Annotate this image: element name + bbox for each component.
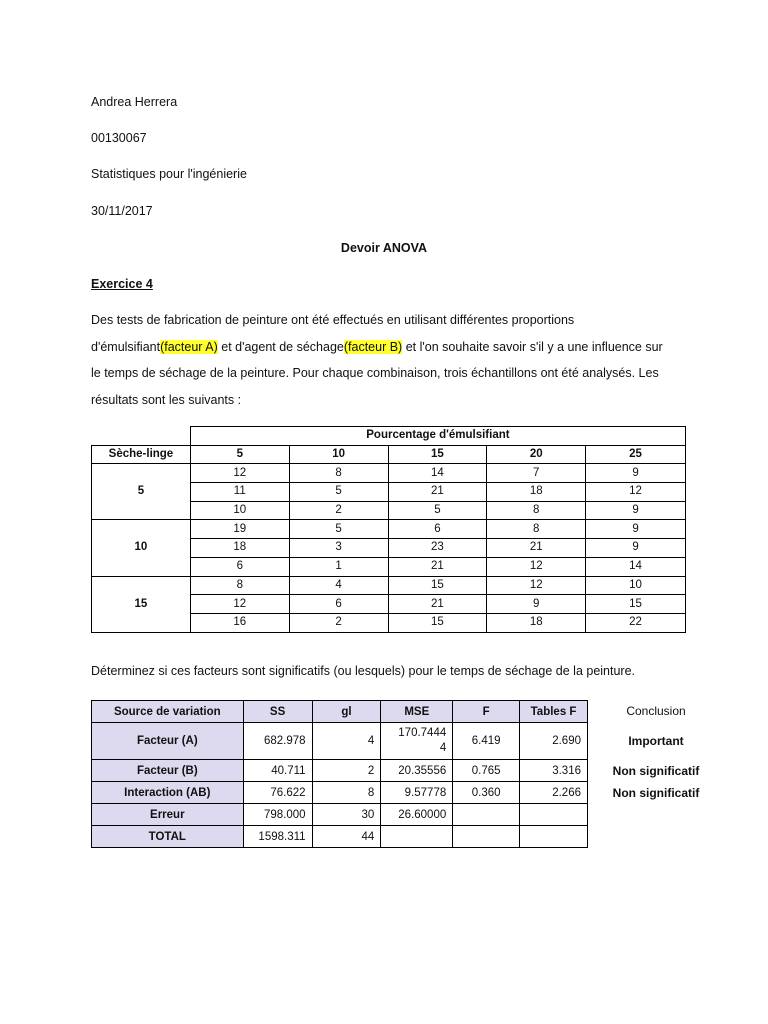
anova-header: gl: [312, 701, 381, 723]
column-header: 20: [487, 445, 586, 464]
table-row: [92, 804, 588, 826]
table-cell: 18: [487, 483, 586, 502]
table-row: [92, 782, 588, 804]
gl-value: 4: [312, 723, 381, 760]
table-cell: 10: [190, 501, 289, 520]
table-corner: [92, 427, 191, 446]
conclusion-header: Conclusion: [626, 704, 686, 718]
table-cell: 7: [487, 464, 586, 483]
table-cell: 2: [289, 613, 388, 632]
column-header: 25: [586, 445, 686, 464]
mse-value-part: 4: [439, 742, 447, 754]
table-cell: 14: [586, 557, 686, 576]
table-cell: 18: [487, 613, 586, 632]
table-cell: 1: [289, 557, 388, 576]
gl-value: 44: [312, 826, 381, 848]
ss-value: 76.622: [243, 782, 312, 804]
table-cell: 16: [190, 613, 289, 632]
table-cell: 15: [586, 595, 686, 614]
table-cell: 5: [388, 501, 487, 520]
gl-value: 30: [312, 804, 381, 826]
anova-header: Tables F: [520, 701, 588, 723]
table-cell: 21: [487, 539, 586, 558]
mse-value-part: 170.7444: [398, 727, 447, 739]
anova-header: MSE: [381, 701, 453, 723]
table-cell: 10: [586, 576, 686, 595]
ss-value: 798.000: [243, 804, 312, 826]
column-header: 10: [289, 445, 388, 464]
table-row: [92, 464, 686, 483]
table-cell: 12: [586, 483, 686, 502]
tables-f-value: [520, 826, 588, 848]
tables-f-value: 3.316: [520, 760, 588, 782]
table-cell: 21: [388, 595, 487, 614]
table-cell: 12: [487, 576, 586, 595]
mse-value: 20.35556: [381, 760, 453, 782]
mse-value: 9.57778: [381, 782, 453, 804]
column-header: 15: [388, 445, 487, 464]
table-cell: 23: [388, 539, 487, 558]
conclusion-value: Important: [628, 734, 684, 748]
row-header: Sèche-linge: [92, 445, 191, 464]
anova-header: SS: [243, 701, 312, 723]
super-header: Pourcentage d'émulsifiant: [190, 427, 685, 446]
intro-line-1: Des tests de fabrication de peinture ont été effectués en utilisant différentes proportions: [91, 313, 575, 327]
intro-line-2: [91, 334, 691, 361]
table-cell: 12: [487, 557, 586, 576]
table-row: [92, 760, 588, 782]
table-cell: 9: [586, 464, 686, 483]
table-cell: 4: [289, 576, 388, 595]
source-label: Erreur: [92, 804, 244, 826]
table-cell: 21: [388, 557, 487, 576]
exercise-heading: Exercice 4: [91, 277, 153, 291]
f-value: [453, 826, 520, 848]
table-cell: 15: [388, 613, 487, 632]
table-cell: 21: [388, 483, 487, 502]
group-label: 5: [92, 464, 191, 520]
document-title: Devoir ANOVA: [340, 241, 428, 255]
group-label: 10: [92, 520, 191, 576]
table-cell: 19: [190, 520, 289, 539]
table-cell: 9: [487, 595, 586, 614]
table-cell: 8: [487, 501, 586, 520]
table-cell: 5: [289, 483, 388, 502]
intro-text: et d'agent de séchage: [217, 339, 344, 354]
course-name: Statistiques pour l'ingénierie: [91, 167, 247, 181]
gl-value: 8: [312, 782, 381, 804]
source-label: Facteur (A): [92, 723, 244, 760]
table-cell: 9: [586, 539, 686, 558]
intro-line-3: le temps de séchage de la peinture. Pour chaque combinaison, trois échantillons ont été analysés. Les: [91, 366, 659, 380]
mse-value: [381, 826, 453, 848]
table-cell: 6: [190, 557, 289, 576]
gl-value: 2: [312, 760, 381, 782]
table-cell: 12: [190, 464, 289, 483]
intro-text: et l'on souhaite savoir s'il y a une influence sur: [402, 339, 663, 354]
highlight-factor-a: (facteur A): [160, 339, 218, 354]
anova-table: [91, 700, 588, 848]
table-cell: 9: [586, 501, 686, 520]
student-id: 00130067: [91, 131, 147, 145]
tables-f-value: 2.690: [520, 723, 588, 760]
tables-f-value: 2.266: [520, 782, 588, 804]
student-name: Andrea Herrera: [91, 95, 178, 109]
tables-f-value: [520, 804, 588, 826]
table-cell: 8: [190, 576, 289, 595]
table-cell: 12: [190, 595, 289, 614]
f-value: [453, 804, 520, 826]
f-value: 6.419: [453, 723, 520, 760]
ss-value: 40.711: [243, 760, 312, 782]
table-cell: 22: [586, 613, 686, 632]
ss-value: 682.978: [243, 723, 312, 760]
table-cell: 8: [487, 520, 586, 539]
f-value: 0.765: [453, 760, 520, 782]
ss-value: 1598.311: [243, 826, 312, 848]
table-cell: 2: [289, 501, 388, 520]
source-label: Interaction (AB): [92, 782, 244, 804]
table-cell: 9: [586, 520, 686, 539]
intro-paragraph: [91, 307, 691, 413]
group-label: 15: [92, 576, 191, 632]
data-table: [91, 426, 686, 633]
table-cell: 6: [388, 520, 487, 539]
table-cell: 3: [289, 539, 388, 558]
anova-header: F: [453, 701, 520, 723]
mse-value: [381, 723, 453, 760]
anova-header: Source de variation: [92, 701, 244, 723]
f-value: 0.360: [453, 782, 520, 804]
conclusion-value: Non significatif: [612, 786, 700, 800]
table-row: [92, 723, 588, 760]
conclusion-value: Non significatif: [612, 764, 700, 778]
column-header: 5: [190, 445, 289, 464]
highlight-factor-b: (facteur B): [343, 339, 403, 354]
table-cell: 14: [388, 464, 487, 483]
table-row: [92, 826, 588, 848]
source-label: TOTAL: [92, 826, 244, 848]
document-date: 30/11/2017: [91, 204, 153, 218]
table-row: [92, 520, 686, 539]
table-cell: 18: [190, 539, 289, 558]
table-cell: 5: [289, 520, 388, 539]
intro-text: d'émulsifiant: [91, 339, 161, 354]
question-text: Déterminez si ces facteurs sont significatifs (ou lesquels) pour le temps de séchage de la peinture.: [91, 664, 636, 678]
table-cell: 8: [289, 464, 388, 483]
table-cell: 15: [388, 576, 487, 595]
table-cell: 11: [190, 483, 289, 502]
intro-line-4: résultats sont les suivants :: [91, 392, 242, 407]
table-row: [92, 576, 686, 595]
mse-value: 26.60000: [381, 804, 453, 826]
table-cell: 6: [289, 595, 388, 614]
source-label: Facteur (B): [92, 760, 244, 782]
